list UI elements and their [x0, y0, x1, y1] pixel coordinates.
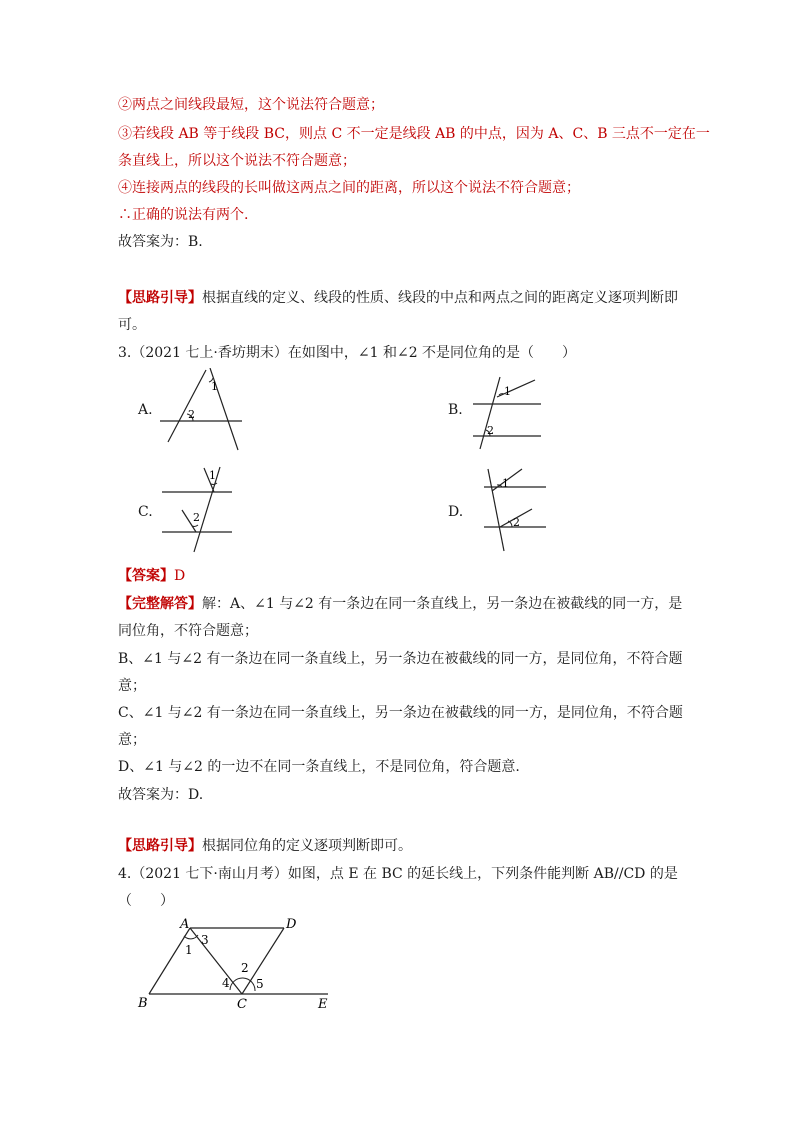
point-d-label: D [286, 917, 297, 932]
option-d-figure [470, 465, 550, 553]
angle-1-label: 1 [209, 469, 216, 482]
hint-1-line-a [118, 288, 678, 308]
solution-conclusion: ∴正确的说法有两个. [118, 207, 249, 223]
hint-tag: 【思路引导】 [118, 290, 202, 306]
question-3-stem: 3.（2021 七上·香坊期末）在如图中，∠1 和∠2 不是同位角的是（ ） [118, 345, 577, 361]
option-b-label: B. [448, 402, 463, 418]
angle-1-label: 1 [502, 477, 509, 490]
point-e-label: E [318, 997, 328, 1012]
option-d-label: D. [448, 504, 464, 520]
solution-a-text: 解：A、∠1 与∠2 有一条边在同一条直线上，另一条边在被截线的同一方，是 [202, 596, 683, 612]
angle-2-label: 2 [188, 408, 195, 421]
solution-line-2: ②两点之间线段最短，这个说法符合题意； [118, 97, 384, 113]
hint-text: 根据直线的定义、线段的性质、线段的中点和两点之间的距离定义逐项判断即 [202, 290, 678, 306]
point-b-label: B [138, 996, 148, 1011]
solution-line-3b: 条直线上，所以这个说法不符合题意； [118, 153, 356, 169]
angle-4-label: 4 [222, 976, 230, 990]
question-4-paren: （ ） [118, 893, 174, 909]
angle-1-label: 1 [504, 385, 511, 398]
angle-2-label: 2 [487, 424, 494, 437]
option-a-figure [160, 368, 250, 452]
solution-b-line-1: B、∠1 与∠2 有一条边在同一条直线上，另一条边在被截线的同一方，是同位角，不符合题 [118, 651, 683, 667]
option-b-figure [470, 375, 546, 451]
point-a-label: A [180, 917, 190, 932]
hint-text: 根据同位角的定义逐项判断即可。 [202, 838, 412, 854]
question-3-final-answer: 故答案为：D. [118, 787, 204, 803]
solution-c-line-1: C、∠1 与∠2 有一条边在同一条直线上，另一条边在被截线的同一方，是同位角，不符合题 [118, 705, 683, 721]
hint-1-line-b: 可。 [118, 317, 146, 333]
angle-1-label: 1 [211, 380, 218, 393]
point-c-label: C [237, 997, 247, 1012]
solution-line-3a: ③若线段 AB 等于线段 BC，则点 C 不一定是线段 AB 的中点，因为 A、C、B 三点不一定在一 [118, 126, 710, 142]
hint-2-line [118, 836, 412, 856]
option-c-label: C. [138, 504, 153, 520]
solution-answer: 故答案为：B. [118, 234, 203, 250]
angle-2-label: 2 [241, 961, 249, 975]
solution-c-line-2: 意； [118, 732, 146, 748]
question-3-answer [118, 566, 185, 586]
solution-tag: 【完整解答】 [118, 596, 202, 612]
answer-value: D [174, 568, 186, 584]
angle-5-label: 5 [256, 977, 264, 991]
angle-3-label: 3 [201, 933, 209, 947]
hint-tag: 【思路引导】 [118, 838, 202, 854]
solution-b-line-2: 意； [118, 678, 146, 694]
question-4-stem: 4.（2021 七下·南山月考）如图，点 E 在 BC 的延长线上，下列条件能判断 AB//CD 的是 [118, 866, 678, 882]
answer-tag: 【答案】 [118, 568, 174, 584]
question-4-figure [132, 912, 342, 1012]
option-c-figure [160, 464, 236, 554]
angle-2-label: 2 [513, 516, 520, 529]
solution-d-line: D、∠1 与∠2 的一边不在同一条直线上，不是同位角，符合题意. [118, 759, 520, 775]
solution-a-line-1 [118, 594, 682, 614]
solution-a-line-2: 同位角，不符合题意； [118, 623, 258, 639]
angle-1-label: 1 [185, 943, 193, 957]
solution-line-4: ④连接两点的线段的长叫做这两点之间的距离，所以这个说法不符合题意； [118, 180, 580, 196]
option-a-label: A. [138, 402, 153, 418]
angle-2-label: 2 [193, 511, 200, 524]
